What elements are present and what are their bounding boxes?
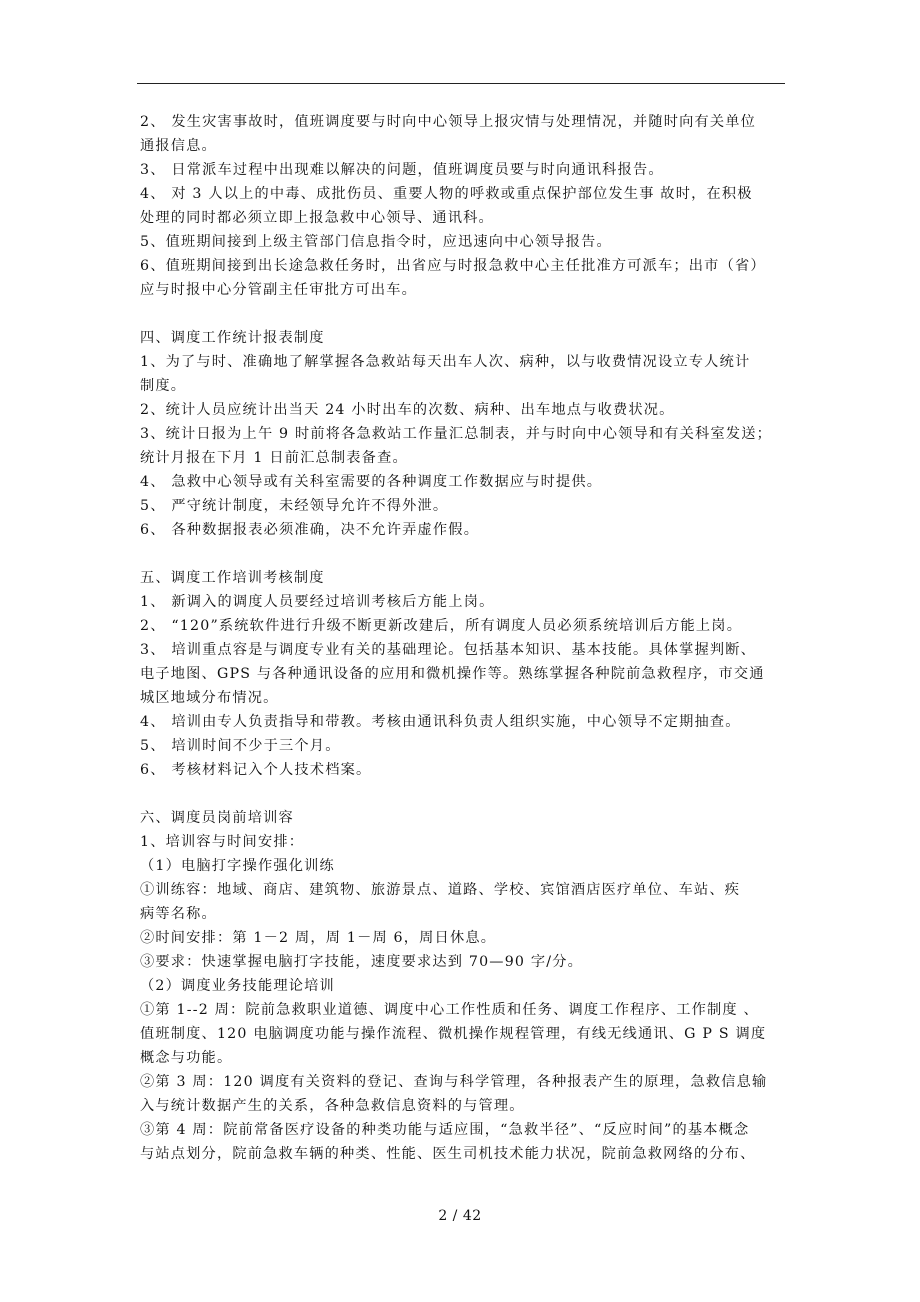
text-line: （1）电脑打字操作强化训练 bbox=[140, 858, 335, 874]
text-line: 病等名称。 bbox=[140, 906, 217, 922]
text-line: 1、 新调入的调度人员要经过培训考核后方能上岗。 bbox=[140, 594, 495, 610]
text-line: 3、 培训重点容是与调度专业有关的基础理论。包括基本知识、基本技能。具体掌握判断、 bbox=[140, 642, 757, 658]
text-line: 6、值班期间接到出长途急救任务时，出省应与时报急救中心主任批准方可派车；出市（省） bbox=[140, 258, 766, 274]
paragraph-gap bbox=[140, 302, 786, 326]
text-line: 制度。 bbox=[140, 378, 187, 394]
text-line: 五、调度工作培训考核制度 bbox=[140, 570, 325, 586]
text-line: 值班制度、120 电脑调度功能与操作流程、微机操作规程管理，有线无线通讯、G P S 调度 bbox=[140, 1026, 767, 1042]
text-line: 与站点划分，院前急救车辆的种类、性能、医生司机技术能力状况，院前急救网络的分布、 bbox=[140, 1146, 756, 1162]
text-line: 5、值班期间接到上级主管部门信息指令时，应迅速向中心领导报告。 bbox=[140, 234, 612, 250]
text-line: 通报信息。 bbox=[140, 138, 217, 154]
text-line: ③第 4 周：院前常备医疗设备的种类功能与适应围，“急救半径”、“反应时间”的基本概念 bbox=[140, 1122, 750, 1138]
text-line: ③要求：快速掌握电脑打字技能，速度要求达到 70—90 字/分。 bbox=[140, 954, 583, 970]
text-line: 5、 培训时间不少于三个月。 bbox=[140, 738, 341, 754]
text-line: 电子地图、GPS 与各种通讯设备的应用和微机操作等。熟练掌握各种院前急救程序，市交通 bbox=[140, 666, 765, 682]
text-line: 1、培训容与时间安排： bbox=[140, 834, 305, 850]
text-line: 6、 考核材料记入个人技术档案。 bbox=[140, 762, 372, 778]
text-line: 2、 “120”系统软件进行升级不断更新改建后，所有调度人员必须系统培训后方能上岗。 bbox=[140, 618, 743, 634]
text-line: 1、为了与时、准确地了解掌握各急救站每天出车人次、病种，以与收费情况设立专人统计 bbox=[140, 354, 751, 370]
text-line: 3、 日常派车过程中出现难以解决的问题，值班调度员要与时向通讯科报告。 bbox=[140, 162, 664, 178]
text-line: 概念与功能。 bbox=[140, 1050, 233, 1066]
document-body bbox=[140, 110, 786, 1166]
text-line: 城区地域分布情况。 bbox=[140, 690, 279, 706]
text-line: 4、 急救中心领导或有关科室需要的各种调度工作数据应与时提供。 bbox=[140, 474, 603, 490]
text-line: 2、 发生灾害事故时，值班调度要与时向中心领导上报灾情与处理情况，并随时向有关单位 bbox=[140, 114, 757, 130]
text-line: ①第 1--2 周：院前急救职业道德、调度中心工作性质和任务、调度工作程序、工作制度 、 bbox=[140, 1002, 759, 1018]
text-line: 入与统计数据产生的关系，各种急救信息资料的与管理。 bbox=[140, 1098, 525, 1114]
paragraph-gap bbox=[140, 542, 786, 566]
text-line: 4、 对 3 人以上的中毒、成批伤员、重要人物的呼救或重点保护部位发生事 故时，在积极 bbox=[140, 186, 753, 202]
text-line: 6、 各种数据报表必须准确，决不允许弄虚作假。 bbox=[140, 522, 480, 538]
text-line: （2）调度业务技能理论培训 bbox=[140, 978, 335, 994]
page-number: 2 / 42 bbox=[438, 1208, 482, 1224]
text-line: 六、调度员岗前培训容 bbox=[140, 810, 294, 826]
text-line: 4、 培训由专人负责指导和带教。考核由通讯科负责人组织实施，中心领导不定期抽查。 bbox=[140, 714, 741, 730]
text-line: ②第 3 周：120 调度有关资料的登记、查询与科学管理，各种报表产生的原理，急救信息输 bbox=[140, 1074, 768, 1090]
text-line: ①训练容：地域、商店、建筑物、旅游景点、道路、学校、宾馆酒店医疗单位、车站、疾 bbox=[140, 882, 741, 898]
text-line: 5、 严守统计制度，未经领导允许不得外泄。 bbox=[140, 498, 449, 514]
paragraph-gap bbox=[140, 782, 786, 806]
header-rule bbox=[137, 83, 785, 84]
text-line: 处理的同时都必须立即上报急救中心领导、通讯科。 bbox=[140, 210, 494, 226]
text-line: 四、调度工作统计报表制度 bbox=[140, 330, 325, 346]
text-line: 应与时报中心分管副主任审批方可出车。 bbox=[140, 282, 417, 298]
text-line: 统计月报在下月 1 日前汇总制表备查。 bbox=[140, 450, 408, 466]
text-line: 3、统计日报为上午 9 时前将各急救站工作量汇总制表，并与时向中心领导和有关科室发送； bbox=[140, 426, 772, 442]
text-line: ②时间安排：第 1－2 周，周 1－周 6，周日休息。 bbox=[140, 930, 497, 946]
text-line: 2、统计人员应统计出当天 24 小时出车的次数、病种、出车地点与收费状况。 bbox=[140, 402, 675, 418]
